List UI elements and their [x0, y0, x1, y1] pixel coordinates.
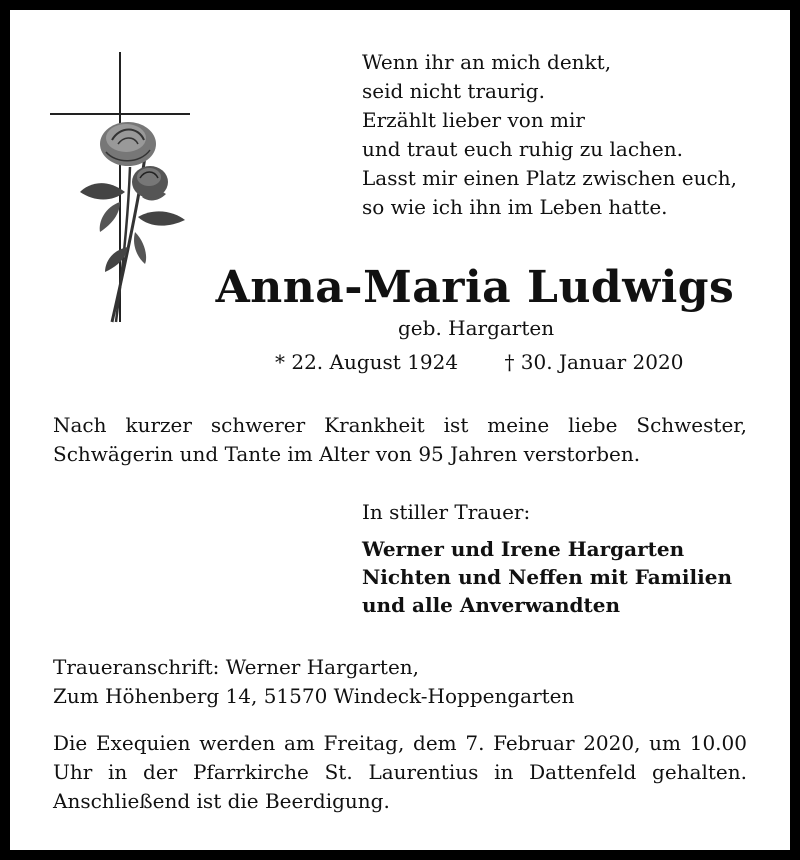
address-line: Zum Höhenberg 14, 51570 Windeck-Hoppengarten	[53, 684, 575, 708]
mourner-line: Werner und Irene Hargarten	[362, 537, 685, 561]
poem-line: Erzählt lieber von mir	[362, 108, 585, 132]
mourning-label: In stiller Trauer:	[362, 500, 531, 524]
poem-line: und traut euch ruhig zu lachen.	[362, 137, 684, 161]
announcement-text: Nach kurzer schwerer Krankheit ist meine liebe Schwester, Schwägerin und Tante im Alter von 95 Jahren verstorben.	[53, 413, 747, 466]
birth-date: * 22. August 1924	[275, 350, 459, 374]
mourner-line: Nichten und Neffen mit Familien	[362, 565, 732, 589]
obituary-notice	[10, 10, 790, 850]
deceased-name: Anna-Maria Ludwigs	[215, 262, 735, 313]
mourning-address	[53, 653, 574, 711]
life-dates	[275, 350, 683, 374]
mourners-list	[362, 535, 732, 619]
poem	[362, 48, 737, 222]
poem-line: Wenn ihr an mich denkt,	[362, 50, 612, 74]
mourner-line: und alle Anverwandten	[362, 593, 621, 617]
address-line: Traueranschrift: Werner Hargarten,	[53, 655, 420, 679]
poem-line: so wie ich ihn im Leben hatte.	[362, 195, 668, 219]
death-date: † 30. Januar 2020	[504, 350, 684, 374]
poem-line: seid nicht traurig.	[362, 79, 545, 103]
birth-name: geb. Hargarten	[398, 316, 555, 340]
poem-line: Lasst mir einen Platz zwischen euch,	[362, 166, 737, 190]
funeral-text: Die Exequien werden am Freitag, dem 7. Februar 2020, um 10.00 Uhr in der Pfarrkirche St. Laurentius in Dattenfeld gehalten. Anschließend ist die Beerdigung.	[53, 731, 747, 813]
